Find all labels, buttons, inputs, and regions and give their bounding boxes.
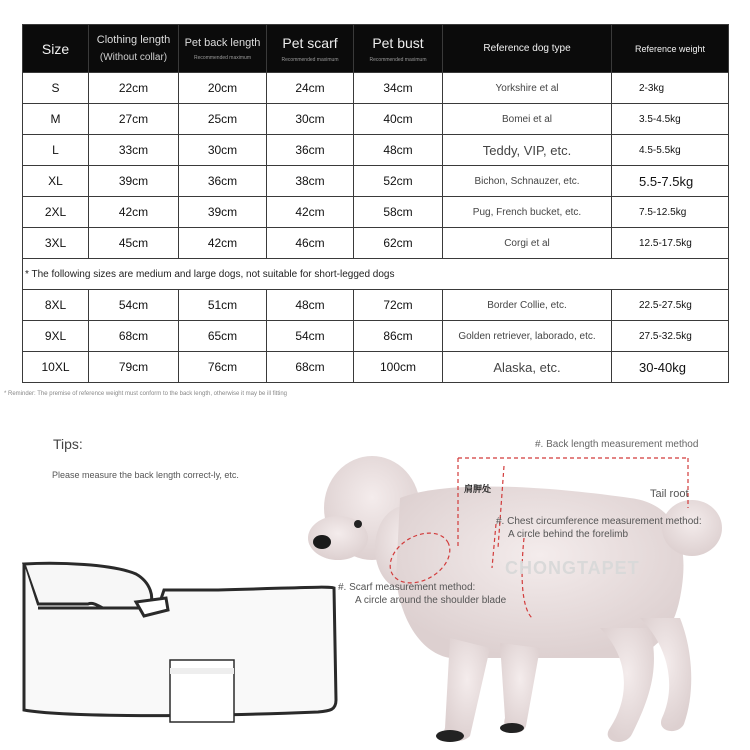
- clothing-length-cell: 54cm: [89, 290, 179, 321]
- bust-cell: 72cm: [354, 290, 443, 321]
- table-row: [23, 73, 729, 104]
- tips-text: Please measure the back length correct-ly, etc.: [52, 470, 239, 480]
- header-scarf: [267, 25, 354, 73]
- weight-cell: 2-3kg: [612, 73, 729, 104]
- scarf-cell: 48cm: [267, 290, 354, 321]
- table-note-row: [23, 259, 729, 290]
- table-row: [23, 197, 729, 228]
- weight-cell: 12.5-17.5kg: [612, 228, 729, 259]
- back-length-cell: 42cm: [179, 228, 267, 259]
- bust-cell: 100cm: [354, 352, 443, 383]
- back-length-cell: 76cm: [179, 352, 267, 383]
- size-cell: 3XL: [23, 228, 89, 259]
- table-row: [23, 228, 729, 259]
- size-cell: M: [23, 104, 89, 135]
- back-length-cell: 20cm: [179, 73, 267, 104]
- scarf-cell: 30cm: [267, 104, 354, 135]
- scarf-cell: 38cm: [267, 166, 354, 197]
- size-cell: L: [23, 135, 89, 166]
- weight-cell: 4.5-5.5kg: [612, 135, 729, 166]
- header-clothing-length-label: Clothing length: [96, 33, 171, 46]
- brand-watermark: CHONGTAPET: [505, 558, 640, 578]
- back-length-cell: 30cm: [179, 135, 267, 166]
- bust-cell: 40cm: [354, 104, 443, 135]
- back-length-cell: 39cm: [179, 197, 267, 228]
- dog-type-cell: Border Collie, etc.: [443, 290, 612, 321]
- annotation-scarf-line2: A circle around the shoulder blade: [355, 595, 507, 606]
- dog-type-cell: Alaska, etc.: [443, 352, 612, 383]
- annotation-chest-line1: #. Chest circumference measurement method:: [496, 516, 702, 527]
- back-length-cell: 65cm: [179, 321, 267, 352]
- table-row: [23, 321, 729, 352]
- bust-cell: 86cm: [354, 321, 443, 352]
- weight-cell: 30-40kg: [612, 352, 729, 383]
- clothing-length-cell: 68cm: [89, 321, 179, 352]
- clothing-length-cell: 79cm: [89, 352, 179, 383]
- table-row: [23, 352, 729, 383]
- bust-cell: 62cm: [354, 228, 443, 259]
- scarf-cell: 54cm: [267, 321, 354, 352]
- bust-cell: 58cm: [354, 197, 443, 228]
- annotation-tail-root: Tail root: [650, 488, 689, 500]
- table-row: [23, 135, 729, 166]
- back-length-cell: 25cm: [179, 104, 267, 135]
- annotation-scarf-line1: #. Scarf measurement method:: [338, 582, 476, 593]
- bust-cell: 34cm: [354, 73, 443, 104]
- size-note: * The following sizes are medium and large dogs, not suitable for short-legged dogs: [23, 259, 729, 290]
- header-dog-type: Reference dog type: [443, 25, 612, 73]
- size-cell: XL: [23, 166, 89, 197]
- table-row: [23, 166, 729, 197]
- scarf-cell: 42cm: [267, 197, 354, 228]
- scarf-cell: 68cm: [267, 352, 354, 383]
- dog-type-cell: Corgi et al: [443, 228, 612, 259]
- clothing-length-cell: 33cm: [89, 135, 179, 166]
- annotation-back-length: #. Back length measurement method: [535, 439, 699, 450]
- clothing-length-cell: 45cm: [89, 228, 179, 259]
- table-row: [23, 290, 729, 321]
- clothing-length-cell: 22cm: [89, 73, 179, 104]
- header-scarf-sub: Recommended maximum: [281, 56, 339, 63]
- header-clothing-length: [89, 25, 179, 73]
- back-length-cell: 51cm: [179, 290, 267, 321]
- table-row: [23, 104, 729, 135]
- size-cell: S: [23, 73, 89, 104]
- size-cell: 10XL: [23, 352, 89, 383]
- dog-type-cell: Bichon, Schnauzer, etc.: [443, 166, 612, 197]
- weight-cell: 7.5-12.5kg: [612, 197, 729, 228]
- header-weight: Reference weight: [612, 25, 729, 73]
- header-back-length-sub: Recommended maximum: [194, 54, 251, 61]
- header-clothing-length-sub: (Without collar): [99, 51, 168, 63]
- bust-cell: 48cm: [354, 135, 443, 166]
- dog-type-cell: Pug, French bucket, etc.: [443, 197, 612, 228]
- size-cell: 8XL: [23, 290, 89, 321]
- tips-title: Tips:: [53, 436, 83, 452]
- dog-type-cell: Bomei et al: [443, 104, 612, 135]
- scarf-cell: 46cm: [267, 228, 354, 259]
- weight-cell: 27.5-32.5kg: [612, 321, 729, 352]
- table-header-row: [23, 25, 729, 73]
- header-back-length-label: Pet back length: [184, 36, 261, 49]
- table-body: [23, 73, 729, 383]
- shoulder-blade-label: 肩胛处: [464, 485, 492, 495]
- dog-type-cell: Teddy, VIP, etc.: [443, 135, 612, 166]
- scarf-cell: 24cm: [267, 73, 354, 104]
- weight-cell: 3.5-4.5kg: [612, 104, 729, 135]
- header-back-length: [179, 25, 267, 73]
- size-cell: 9XL: [23, 321, 89, 352]
- size-chart-table: [22, 24, 729, 383]
- clothing-length-cell: 39cm: [89, 166, 179, 197]
- header-bust-sub: Recommended maximum: [369, 56, 427, 63]
- header-bust-label: Pet bust: [372, 34, 424, 51]
- weight-cell: 22.5-27.5kg: [612, 290, 729, 321]
- back-length-cell: 36cm: [179, 166, 267, 197]
- header-size: Size: [23, 25, 89, 73]
- clothing-length-cell: 42cm: [89, 197, 179, 228]
- annotation-chest-line2: A circle behind the forelimb: [508, 529, 629, 540]
- dog-type-cell: Yorkshire et al: [443, 73, 612, 104]
- size-cell: 2XL: [23, 197, 89, 228]
- raincoat-image: [18, 560, 348, 730]
- reminder-note: * Reminder: The premise of reference weight must conform to the back length, otherwise it may be ill fitting: [4, 391, 288, 397]
- bust-cell: 52cm: [354, 166, 443, 197]
- header-bust: [354, 25, 443, 73]
- scarf-cell: 36cm: [267, 135, 354, 166]
- dog-type-cell: Golden retriever, laborado, etc.: [443, 321, 612, 352]
- weight-cell: 5.5-7.5kg: [612, 166, 729, 197]
- clothing-length-cell: 27cm: [89, 104, 179, 135]
- header-scarf-label: Pet scarf: [282, 34, 338, 51]
